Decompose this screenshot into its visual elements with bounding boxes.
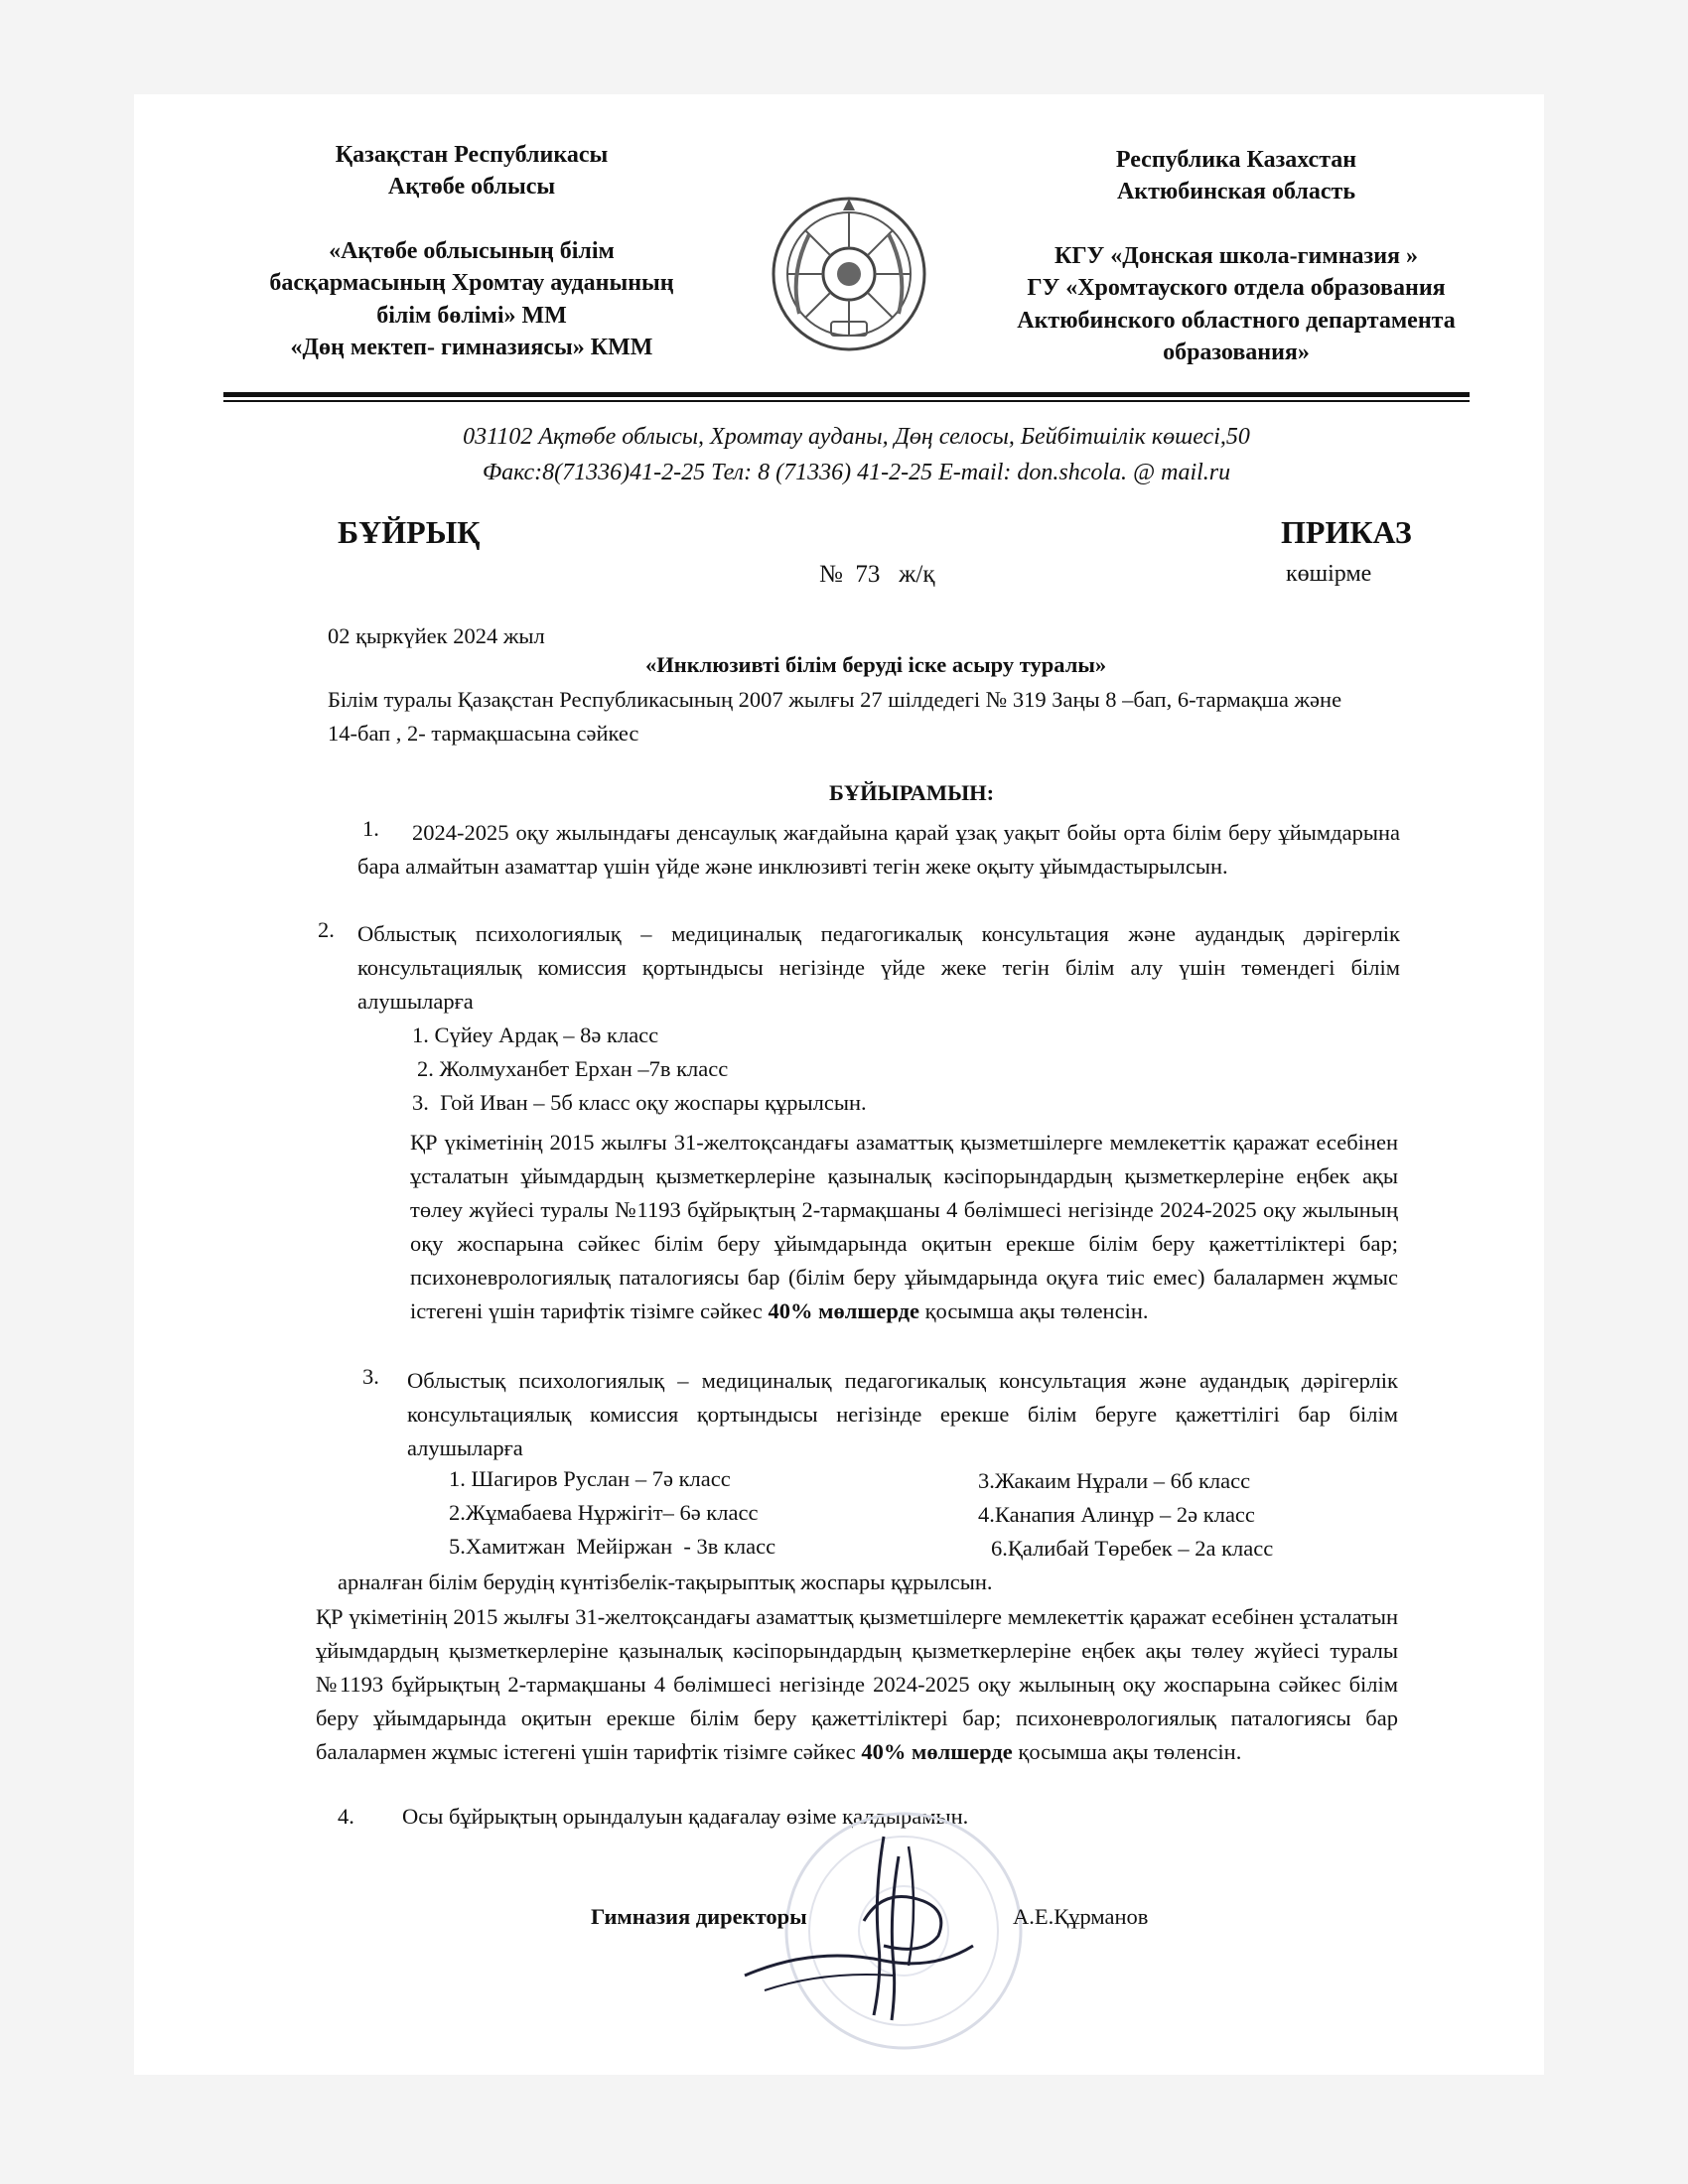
- item3-payment-text: ҚР үкіметінің 2015 жылғы 31-желтоқсандағы азаматтық қызметшілерге мемлекеттік қаражат есебінен ұсталатын ұйымдардың қызметкерлеріне қазыналық кәсіпорындардың қызметкерлеріне еңбек ақы төлеу жүйесі туралы №1193 бұйрықтың 2-тармақшаны 4 бөлімшесі негізінде 2024-2025 оқу жылының оқу жоспарына сәйкес білім беру ұйымдарында оқитын ерекше білім беру қажеттіліктері бар; психоневрологиялық паталогиясы бар балалармен жұмыс істегені үшін тарифтік тізімге сәйкес: [316, 1604, 1398, 1764]
- header-right-line2: Актюбинская область: [1116, 179, 1356, 205]
- header-left-line4: басқармасының Хромтау ауданының: [269, 270, 674, 297]
- item2-student-3: 3. Гой Иван – 5б класс оқу жоспары құрылсын.: [412, 1090, 867, 1115]
- order-number: № 73 ж/қ: [819, 561, 935, 588]
- item2-student-1: 1. Сүйеу Ардақ – 8ә класс: [412, 1023, 659, 1047]
- order-date: 02 қыркүйек 2024 жыл: [328, 623, 545, 648]
- item3-student-left-2: 2.Жұмабаева Нұржігіт– 6ә класс: [449, 1500, 759, 1525]
- header-divider-thick: [223, 392, 1470, 397]
- order-word: БҰЙЫРАМЫН:: [829, 780, 995, 805]
- item2-payment: [410, 1126, 1398, 1328]
- address-line: 031102 Ақтөбе облысы, Хромтау ауданы, Дөң селосы, Бейбітшілік көшесі,50: [463, 424, 1250, 450]
- state-emblem-icon: [770, 195, 928, 353]
- header-right-line1: Республика Казахстан: [1115, 147, 1357, 173]
- item2-payment-rate: 40% мөлшерде: [768, 1298, 919, 1323]
- copy-label: көшірме: [1286, 561, 1372, 587]
- header-right-line3: КГУ «Донская школа-гимназия »: [1055, 242, 1418, 269]
- item3-student-right-2: 4.Канапия Алинұр – 2ә класс: [978, 1502, 1255, 1527]
- item3-student-left-3: 5.Хамитжан Мейіржан - 3в класс: [449, 1534, 776, 1559]
- header-right-line5: Актюбинского областного департамента: [1017, 307, 1456, 334]
- item3-payment-rate: 40% мөлшерде: [861, 1739, 1013, 1764]
- header-left-line2: Ақтөбе облысы: [387, 174, 556, 201]
- signature-name: А.Е.Құрманов: [1013, 1904, 1149, 1929]
- item3-student-right-1: 3.Жакаим Нұрали – 6б класс: [978, 1468, 1251, 1493]
- header-right: [968, 144, 1504, 368]
- item3-payment-end: қосымша ақы төленсін.: [1012, 1739, 1242, 1764]
- item3-student-right-3: 6.Қалибай Төребек – 2а класс: [991, 1536, 1274, 1561]
- director-signature: [735, 1827, 1023, 2025]
- order-subject: «Инклюзивті білім беруді іске асыру туралы»: [645, 652, 1107, 677]
- header-right-line6: образования»: [1163, 339, 1310, 365]
- item2-student-2: 2. Жолмуханбет Ерхан –7в класс: [417, 1056, 729, 1081]
- order-basis: Білім туралы Қазақстан Республикасының 2007 жылғы 27 шілдедегі № 319 Заңы 8 –бап, 6-тармақша және 14-бап , 2- тармақшасына сәйкес: [328, 687, 1342, 746]
- header-left-line3: «Ақтөбе облысының білім: [329, 237, 615, 264]
- header-left-line6: «Дөң мектеп- гимназиясы» КММ: [290, 334, 653, 360]
- header-left-line5: білім бөлімі» ММ: [376, 302, 567, 329]
- item2-number: 2.: [318, 917, 335, 942]
- item3-student-left-1: 1. Шагиров Руслан – 7ә класс: [449, 1466, 731, 1491]
- order-title-ru: ПРИКАЗ: [1281, 514, 1412, 550]
- order-title-kz: БҰЙРЫҚ: [338, 514, 481, 550]
- item2-payment-end: қосымша ақы төленсін.: [918, 1298, 1149, 1323]
- contacts-line: Факс:8(71336)41-2-25 Тел: 8 (71336) 41-2-25 E-mail: don.shcola. @ mail.ru: [482, 460, 1231, 485]
- header-right-line4: ГУ «Хромтауского отдела образования: [1027, 275, 1446, 302]
- signature-position: Гимназия директоры: [591, 1904, 807, 1929]
- item2-payment-text: ҚР үкіметінің 2015 жылғы 31-желтоқсандағы азаматтық қызметшілерге мемлекеттік қаражат есебінен ұсталатын ұйымдардың қызметкерлеріне қазыналық кәсіпорындардың қызметкерлеріне еңбек ақы төлеу жүйесі туралы №1193 бұйрықтың 2-тармақшаны 4 бөлімшесі негізінде 2024-2025 оқу жылының оқу жоспарына сәйкес білім беру ұйымдарында оқитын ерекше білім беру қажеттіліктері бар; психоневрологиялық паталогиясы бар (білім беру ұйымдарында оқуға тиіс емес) балалармен жұмыс істегені үшін тарифтік тізімге сәйкес: [410, 1130, 1398, 1323]
- item1-text: 2024-2025 оқу жылындағы денсаулық жағдайына қарай ұзақ уақыт бойы орта білім беру ұйымдарына бара алмайтын азаматтар үшін үйде және инклюзивті тегін жеке оқыту ұйымдастырылсын.: [357, 820, 1400, 879]
- item3-text: Облыстық психологиялық – медициналық педагогикалық консультация және аудандық дәрігерлік консультациялық комиссия қортындысы негізінде ерекше білім беруге қажеттілігі бар білім алушыларға: [407, 1368, 1398, 1460]
- item3-plan: арналған білім берудің күнтізбелік-тақырыптық жоспары құрылсын.: [338, 1570, 993, 1594]
- header-left: [194, 139, 750, 363]
- header-left-line1: Қазақстан Республикасы: [335, 142, 609, 168]
- address-block: [298, 419, 1415, 490]
- header-divider-thin: [223, 400, 1470, 402]
- item1-number: 1.: [362, 816, 379, 841]
- item2-text: Облыстық психологиялық – медициналық педагогикалық консультация және аудандық дәрігерлік консультациялық комиссия қортындысы негізінде үйде жеке тегін білім алу үшін төмендегі білім алушыларға: [357, 921, 1400, 1014]
- item4-text: Осы бұйрықтың орындалуын қадағалау өзіме қалдырамын.: [402, 1804, 969, 1829]
- item3-number: 3.: [362, 1364, 379, 1389]
- item4-number: 4.: [338, 1804, 354, 1829]
- item3-payment: [316, 1600, 1398, 1769]
